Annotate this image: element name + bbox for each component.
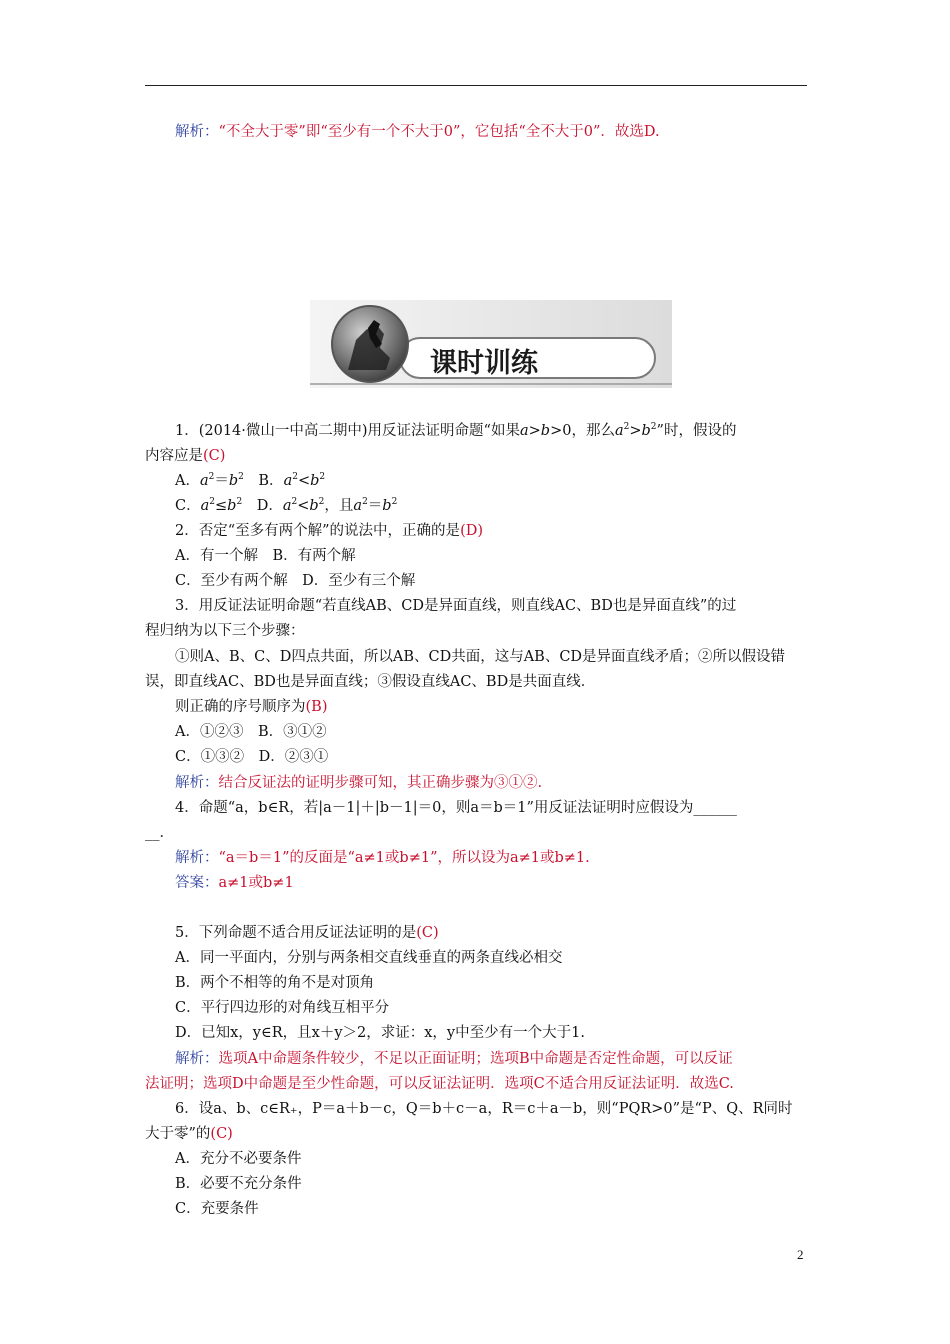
top-analysis	[175, 122, 660, 142]
q3-steps-line2: 误，即直线AC、BD也是异面直线；③假设直线AC、BD是共面直线．	[145, 674, 596, 690]
q6-option-a: A．充分不必要条件	[175, 1151, 302, 1167]
q5-answer: (C)	[416, 925, 439, 941]
q3-options-2: C．①③② D．②③①	[175, 749, 329, 765]
q1-answer: (C)	[203, 448, 226, 464]
q6-option-b: B．必要不充分条件	[175, 1176, 302, 1192]
q5-option-d: D．已知x，y∈R，且x＋y＞2，求证：x，y中至少有一个大于1.	[175, 1025, 585, 1041]
q3-ask: 则正确的序号顺序为(B)	[175, 699, 328, 715]
q3-stem-line1: 3．用反证法证明命题“若直线AB、CD是异面直线，则直线AC、BD也是异面直线”的过	[175, 598, 737, 614]
page-number: 2	[797, 1247, 804, 1262]
q1-options-1: A．$a^2=b^2$ B．$a^2<b^2$	[175, 472, 326, 489]
q4-stem-line2: __．	[145, 825, 174, 841]
q6-stem-line1: 6．设a、b、c∈R₊，P＝a＋b－c，Q＝b＋c－a，R＝c＋a－b，则“PQR>0”是“P、Q、R同时	[175, 1101, 793, 1117]
q4-answer: 答案：a≠1或b≠1	[175, 875, 294, 891]
q3-analysis: 解析：结合反证法的证明步骤可知，其正确步骤为③①②.	[175, 775, 543, 791]
q6-stem-line2: 大于零”的(C)	[145, 1126, 233, 1142]
q5-option-b: B．两个不相等的角不是对顶角	[175, 975, 375, 991]
q1-options-2: C．$a^2\le b^2$ D．$a^2<b^2$，且$a^2=b^2$	[175, 497, 398, 514]
q4-stem-line1: 4．命题“a，b∈R，若|a－1|＋|b－1|＝0，则a＝b＝1”用反证法证明时应假设为______	[175, 800, 737, 816]
analysis-text: “不全大于零”即“至少有一个不大于0”，它包括“全不大于0”．故选D.	[218, 124, 660, 140]
lesson-banner	[310, 300, 672, 388]
q5-analysis-line2: 法证明；选项D中命题是至少性命题，可以反证法证明．选项C不适合用反证法证明．故选C.	[145, 1076, 734, 1092]
q1-stem-line1: 1．(2014·微山一中高二期中)用反证法证明命题“如果a>b>0，那么$a^2>b^2$”时，假设的	[175, 422, 737, 439]
q1-stem-line2: 内容应是(C)	[145, 448, 226, 464]
banner-title: 课时训练	[430, 348, 538, 379]
q2-answer: (D)	[460, 523, 484, 539]
q4-analysis: 解析：“a＝b＝1”的反面是“a≠1或b≠1”，所以设为a≠1或b≠1.	[175, 850, 590, 866]
q6-answer: (C)	[210, 1126, 233, 1142]
analysis-label: 解析：	[175, 124, 219, 140]
q5-analysis-line1: 解析：选项A中命题条件较少，不足以正面证明；选项B中命题是否定性命题，可以反证	[175, 1051, 733, 1067]
q5-option-c: C．平行四边形的对角线互相平分	[175, 1000, 390, 1016]
q2-options-2: C．至少有两个解 D．至少有三个解	[175, 573, 416, 589]
q3-options-1: A．①②③ B．③①②	[175, 724, 327, 740]
q5-stem: 5．下列命题不适合用反证法证明的是(C)	[175, 925, 439, 941]
q6-option-c: C．充要条件	[175, 1201, 259, 1217]
q2-options-1: A．有一个解 B．有两个解	[175, 548, 356, 564]
q5-option-a: A．同一平面内，分别与两条相交直线垂直的两条直线必相交	[175, 950, 563, 966]
header-rule	[145, 85, 807, 86]
q3-stem-line2: 程归纳为以下三个步骤：	[145, 623, 305, 639]
q3-steps-line1: ①则A、B、C、D四点共面，所以AB、CD共面，这与AB、CD是异面直线矛盾；②所以假设错	[175, 649, 786, 665]
q2-stem: 2．否定“至多有两个解”的说法中，正确的是(D)	[175, 523, 484, 539]
q3-answer: (B)	[305, 699, 328, 715]
